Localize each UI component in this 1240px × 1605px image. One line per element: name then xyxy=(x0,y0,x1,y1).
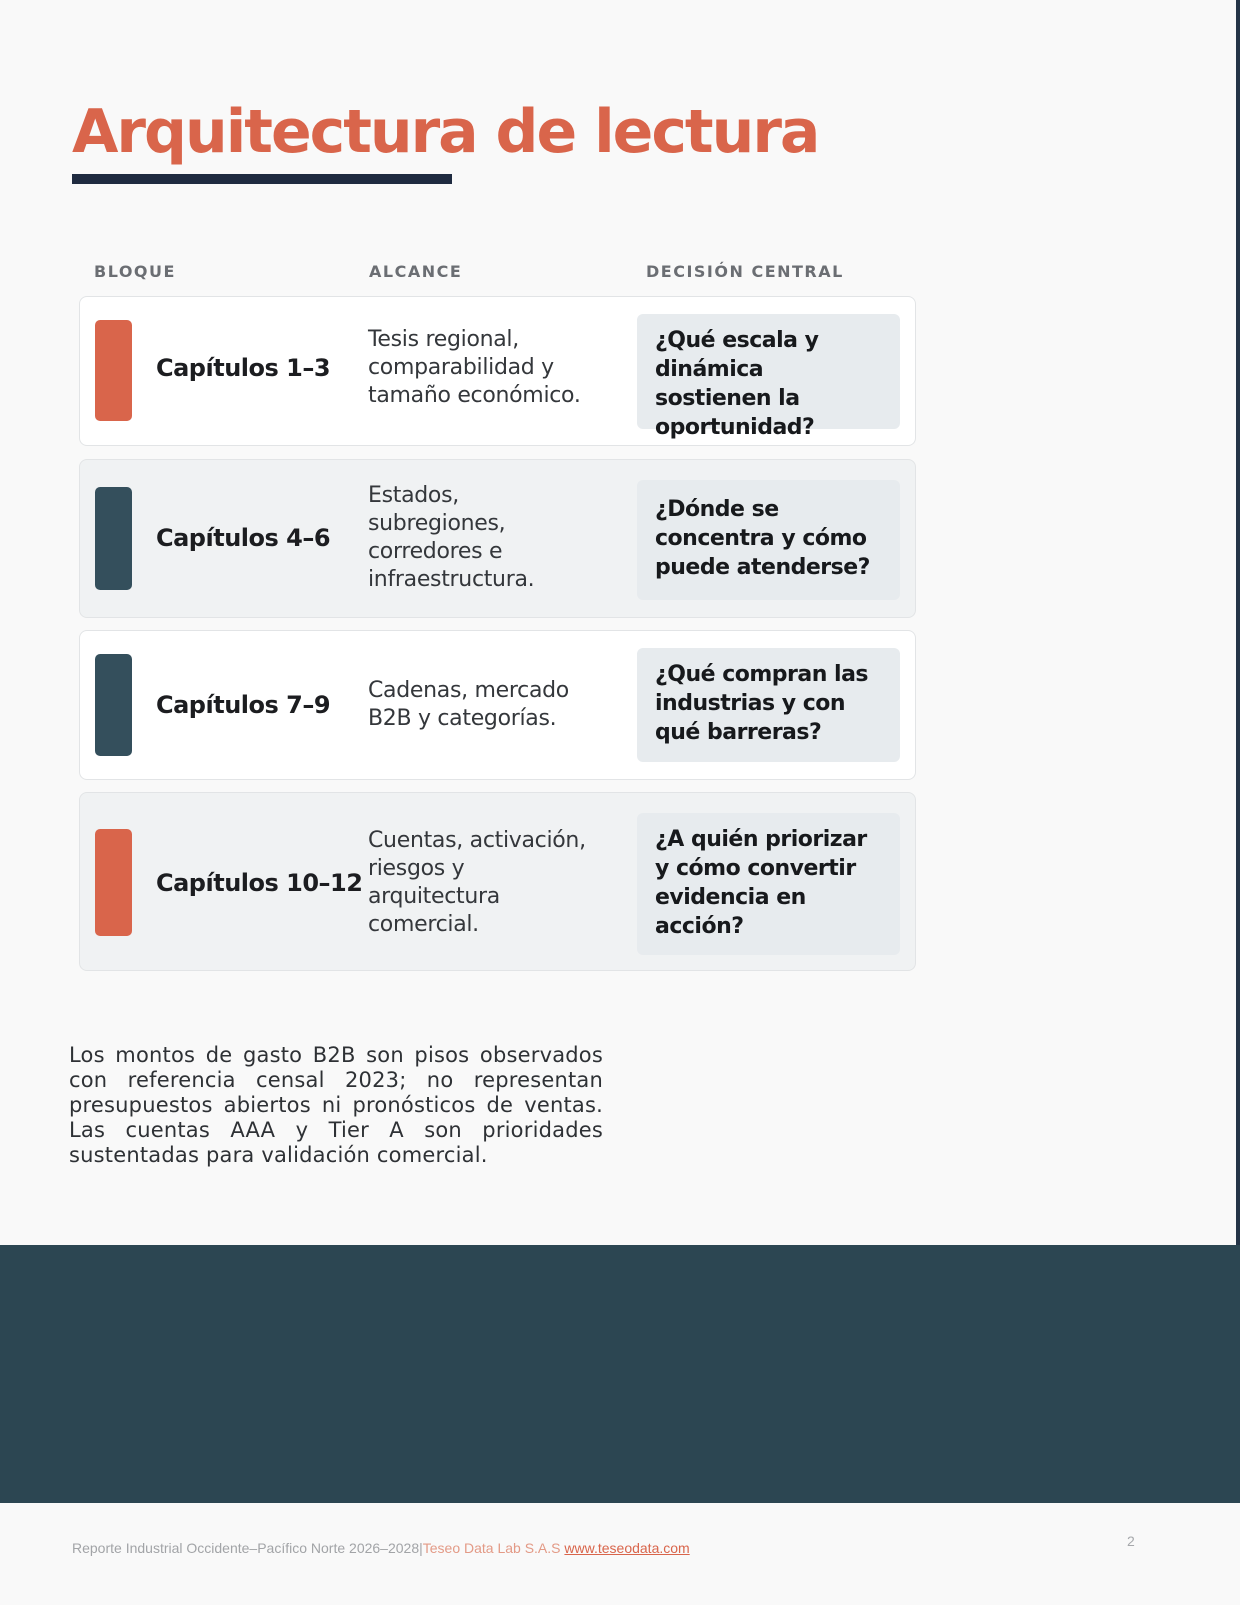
footer-band xyxy=(0,1245,1240,1503)
scope-text: Tesis regional, comparabilidad y tamaño económico. xyxy=(368,327,581,408)
page-title: Arquitectura de lectura xyxy=(72,97,819,167)
scope-text: Cadenas, mercado B2B y categorías. xyxy=(368,678,569,731)
decision-question: ¿Qué compran las industrias y con qué barreras? xyxy=(637,648,900,762)
block-label: Capítulos 10–12 xyxy=(156,869,363,897)
page-footer xyxy=(72,1540,690,1556)
website-link[interactable]: www.teseodata.com xyxy=(564,1540,690,1556)
decision-question: ¿A quién priorizar y cómo convertir evidencia en acción? xyxy=(637,813,900,955)
column-header-scope: ALCANCE xyxy=(369,262,463,281)
block-label: Capítulos 4–6 xyxy=(156,524,331,552)
decision-question: ¿Dónde se concentra y cómo puede atenderse? xyxy=(637,480,900,600)
block-label: Capítulos 1–3 xyxy=(156,354,331,382)
table-row xyxy=(79,296,916,446)
block-marker xyxy=(95,654,132,756)
page-number: 2 xyxy=(1127,1533,1135,1549)
scope-text: Estados, subregiones, corredores e infraestructura. xyxy=(368,483,535,592)
block-marker xyxy=(95,487,132,590)
block-marker xyxy=(95,829,132,936)
table-row xyxy=(79,630,916,780)
scope-text: Cuentas, activación, riesgos y arquitectura comercial. xyxy=(368,828,586,937)
page-edge-bar xyxy=(1236,0,1240,1245)
title-underline xyxy=(72,174,452,184)
company-name: Teseo Data Lab S.A.S xyxy=(422,1540,561,1556)
column-header-block: BLOQUE xyxy=(94,262,176,281)
table-row xyxy=(79,459,916,618)
methodology-note: Los montos de gasto B2B son pisos observados con referencia censal 2023; no representan presupuestos abiertos ni pronósticos de ventas. Las cuentas AAA y Tier A son prioridades sustentadas para validación comercial. xyxy=(69,1043,603,1167)
decision-question: ¿Qué escala y dinámica sostienen la oportunidad? xyxy=(637,314,900,429)
table-row xyxy=(79,792,916,971)
block-marker xyxy=(95,320,132,421)
column-header-decision: DECISIÓN CENTRAL xyxy=(646,262,844,281)
block-label: Capítulos 7–9 xyxy=(156,691,331,719)
report-name: Reporte Industrial Occidente–Pacífico Norte 2026–2028| xyxy=(72,1540,423,1556)
